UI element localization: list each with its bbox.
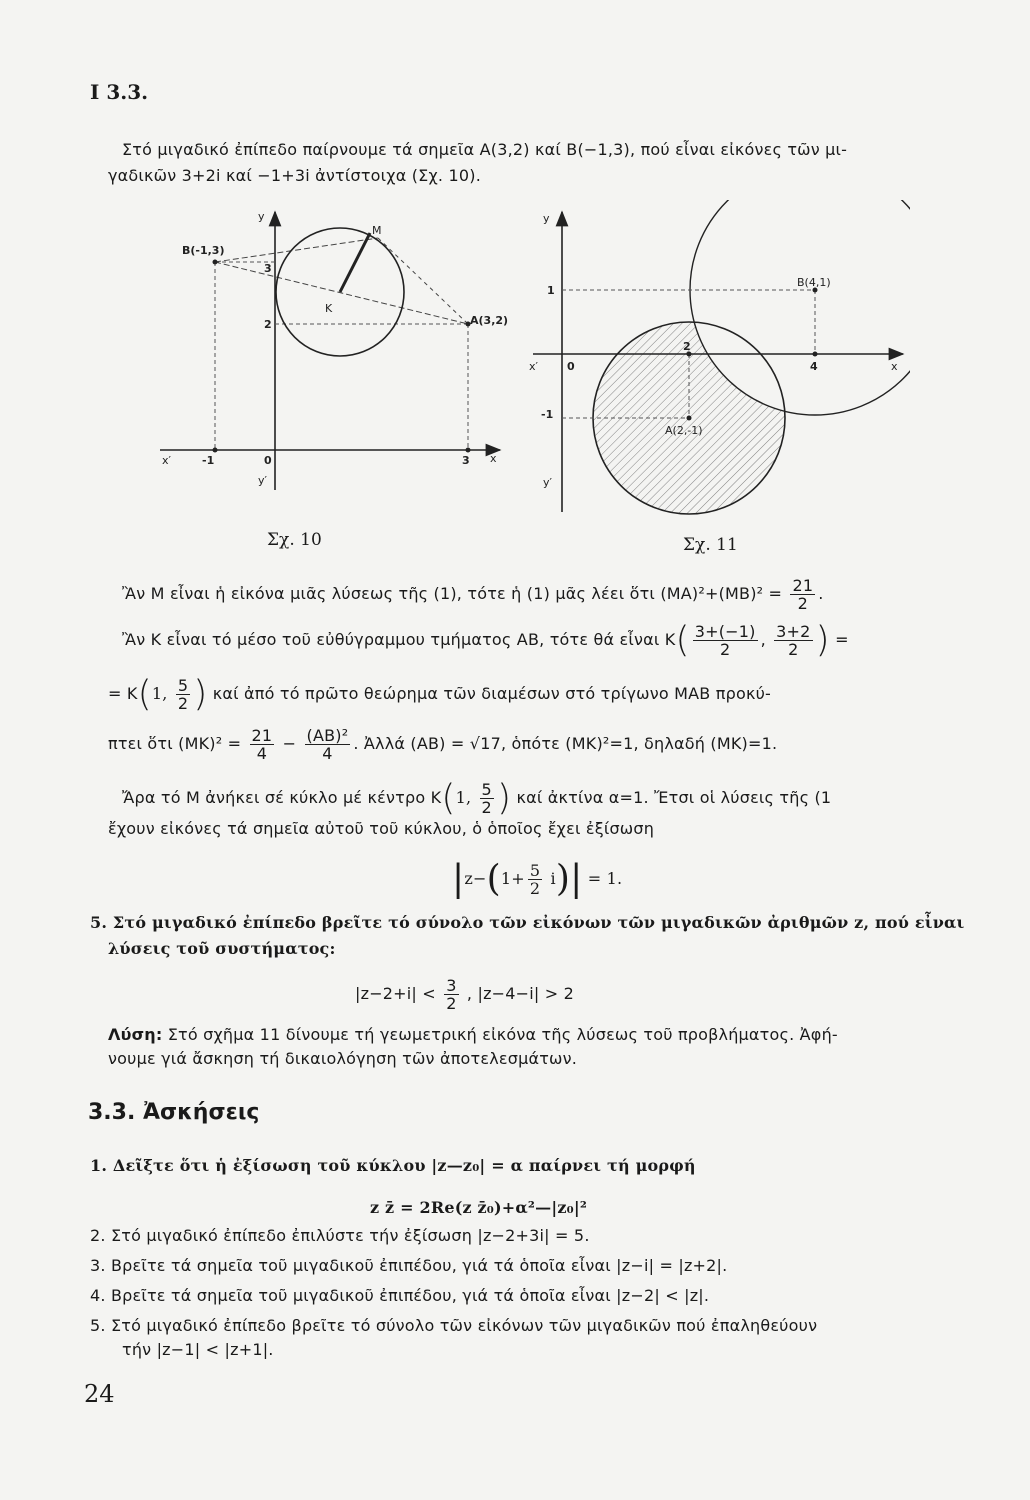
fig10-tick-2: 2 xyxy=(264,318,272,331)
fig10-label-x: x xyxy=(490,452,497,465)
exercise-1-formula: z z̄ = 2Re(z z̄₀)+α²—|z₀|² xyxy=(370,1198,588,1217)
exercise-5: 5. Στό μιγαδικό ἐπίπεδο βρεῖτε τό σύνολο τῶν εἰκόνων τῶν μιγαδικῶν πού ἐπαληθεύουν xyxy=(90,1316,818,1335)
body-line-4: πτει ὅτι (ΜΚ)² = $\frac{21}{4}$ − $\frac{\text{(ΑΒ)²}}{4}$ . Ἀλλά (ΑΒ) = √17, ὁπότε (ΜΚ)²=1, δηλαδή (ΜΚ)=1. xyxy=(108,726,778,763)
body-line-1: Ἂν Μ εἶναι ἡ εἰκόνα μιᾶς λύσεως τῆς (1), τότε ἡ (1) μᾶς λέει ὅτι (ΜΑ)²+(ΜΒ)² = $\frac{21}{2}$ . xyxy=(122,576,824,613)
circle-equation: |z−(1+ $\frac{5}{2}$ i)| = 1. xyxy=(452,858,623,900)
problem5-line-2: λύσεις τοῦ συστήματος: xyxy=(108,939,336,958)
fig10-tick-x3: 3 xyxy=(462,454,470,467)
fig11-label-a: A(2,-1) xyxy=(665,424,703,437)
fig10-radius xyxy=(340,233,370,292)
fig11-tick-m1: -1 xyxy=(541,408,554,421)
problem5-line-1: 5. Στό μιγαδικό ἐπίπεδο βρεῖτε τό σύνολο τῶν εἰκόνων τῶν μιγαδικῶν ἀριθμῶν z, πού εἶναι xyxy=(90,913,965,932)
fig10-tick-m1: -1 xyxy=(202,454,215,467)
figure-10 xyxy=(150,200,520,500)
fig11-tick-2: 2 xyxy=(683,340,691,353)
fig11-label-yp: y′ xyxy=(543,476,553,489)
fig11-label-b: B(4,1) xyxy=(797,276,831,289)
exercise-2: 2. Στό μιγαδικό ἐπίπεδο ἐπιλύστε τήν ἐξίσωση |z−2+3i| = 5. xyxy=(90,1226,590,1245)
fig10-label-xp: x′ xyxy=(162,454,172,467)
problem5-solution-2: νουμε γιά ἄσκηση τή δικαιολόγηση τῶν ἀποτελεσμάτων. xyxy=(108,1049,578,1068)
fig11-label-x: x xyxy=(891,360,898,373)
body-line-5: Ἄρα τό Μ ἀνήκει σέ κύκλο μέ κέντρο Κ(1, $\frac{5}{2}$ ) καί ἀκτίνα α=1. Ἔτσι οἱ λύσεις τῆς (1 xyxy=(122,777,832,819)
problem5-system: |z−2+i| < $\frac{3}{2}$ , |z−4−i| > 2 xyxy=(355,976,575,1013)
page-number: 24 xyxy=(84,1380,115,1408)
exercise-3: 3. Βρεῖτε τά σημεῖα τοῦ μιγαδικοῦ ἐπιπέδου, γιά τά ὁποῖα εἶναι |z−i| = |z+2|. xyxy=(90,1256,728,1275)
fig10-label-b: B(-1,3) xyxy=(182,244,225,257)
intro-line-2: γαδικῶν 3+2i καί −1+3i ἀντίστοιχα (Σχ. 10). xyxy=(108,166,481,185)
intro-line-1: Στό μιγαδικό ἐπίπεδο παίρνουμε τά σημεῖα Α(3,2) καί Β(−1,3), πού εἶναι εἰκόνες τῶν μι- xyxy=(122,140,848,159)
fig10-tick-3: 3 xyxy=(264,262,272,275)
fig10-caption: Σχ. 10 xyxy=(267,530,322,550)
fig11-caption: Σχ. 11 xyxy=(683,535,738,555)
problem5-solution-1: Λύση: Στό σχῆμα 11 δίνουμε τή γεωμετρική εἰκόνα τῆς λύσεως τοῦ προβλήματος. Ἀφή- xyxy=(108,1025,838,1044)
fig11-tick-1: 1 xyxy=(547,284,555,297)
fig10-label-y: y xyxy=(258,210,265,223)
body-line-6: ἔχουν εἰκόνες τά σημεῖα αὐτοῦ τοῦ κύκλου, ὁ ὁποῖος ἔχει ἐξίσωση xyxy=(108,819,655,838)
figure-11 xyxy=(525,200,915,520)
body-line-2: Ἂν Κ εἶναι τό μέσο τοῦ εὐθύγραμμου τμήματος ΑΒ, τότε θά εἶναι Κ( $\frac{3+(-1)}{2}$ , $\frac{3+2}{2}$ ) = xyxy=(122,619,849,661)
fig11-label-xp: x′ xyxy=(529,360,539,373)
exercise-1: 1. Δεῖξτε ὅτι ἡ ἐξίσωση τοῦ κύκλου |z—z₀| = α παίρνει τή μορφή xyxy=(90,1156,696,1175)
fig11-label-y: y xyxy=(543,212,550,225)
fig11-tick-4: 4 xyxy=(810,360,818,373)
exercise-4: 4. Βρεῖτε τά σημεῖα τοῦ μιγαδικοῦ ἐπιπέδου, γιά τά ὁποῖα εἶναι |z−2| < |z|. xyxy=(90,1286,710,1305)
fig10-label-a: A(3,2) xyxy=(470,314,509,327)
section-header: Ι 3.3. xyxy=(90,80,149,104)
fig11-origin: 0 xyxy=(567,360,575,373)
body-line-3: = Κ(1, $\frac{5}{2}$ ) καί ἀπό τό πρῶτο θεώρημα τῶν διαμέσων στό τρίγωνο ΜΑΒ προκύ- xyxy=(108,673,772,715)
fig10-label-k: K xyxy=(325,302,333,315)
exercises-heading: 3.3. Ἀσκήσεις xyxy=(88,1100,260,1125)
exercise-5-cont: τήν |z−1| < |z+1|. xyxy=(122,1340,274,1359)
fig10-label-m: M xyxy=(372,224,382,237)
fig10-origin: 0 xyxy=(264,454,272,467)
fig10-label-yp: y′ xyxy=(258,474,268,487)
